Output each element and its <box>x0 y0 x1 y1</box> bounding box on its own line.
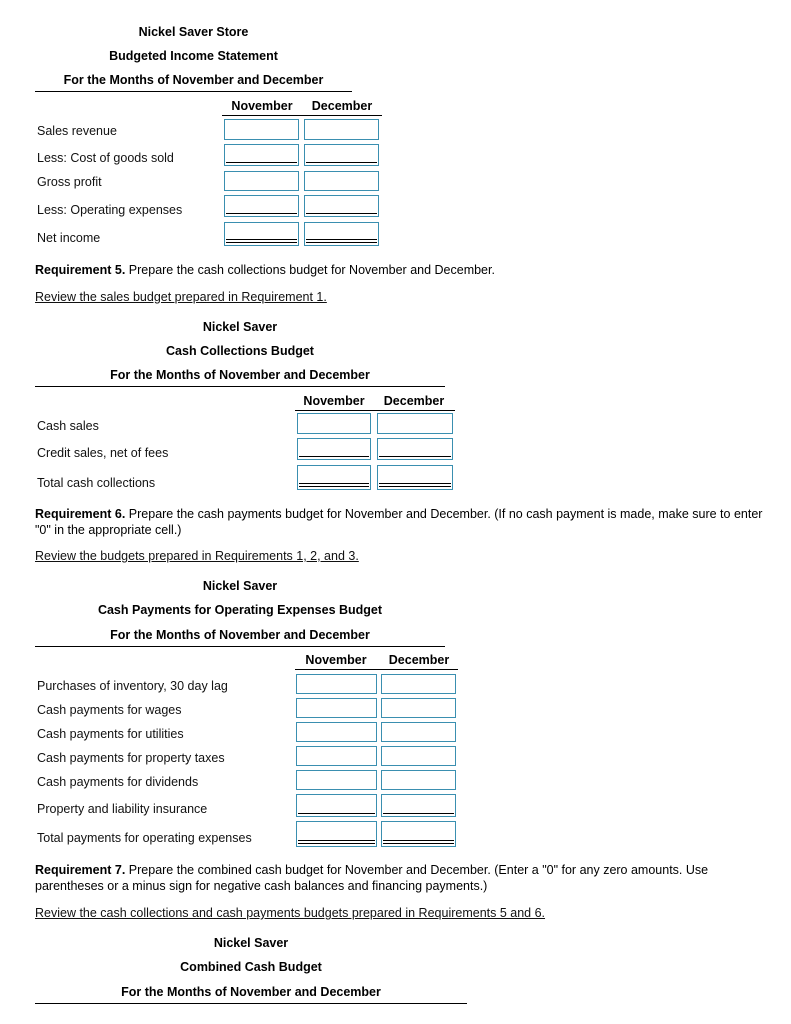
cash-collections-subtitle: Cash Collections Budget <box>166 344 314 358</box>
column-header-underline <box>295 669 458 670</box>
credit-sales-december-input[interactable] <box>377 438 453 460</box>
cash-sales-december-input[interactable] <box>377 413 453 434</box>
income-statement-title: Nickel Saver Store <box>138 25 249 39</box>
review-budgets-link[interactable]: Review the budgets prepared in Requirements 1, 2, and 3. <box>35 549 359 563</box>
sales-revenue-november-input[interactable] <box>224 119 299 140</box>
cash-payments-subtitle: Cash Payments for Operating Expenses Budget <box>97 603 383 617</box>
property-taxes-november-input[interactable] <box>296 746 377 766</box>
utilities-november-input[interactable] <box>296 722 377 742</box>
total-payments-december-input[interactable] <box>381 821 456 847</box>
dividends-december-input[interactable] <box>381 770 456 790</box>
cash-payments-period: For the Months of November and December <box>110 628 370 642</box>
cash-collections-period: For the Months of November and December <box>110 368 370 382</box>
column-header-underline <box>295 410 455 411</box>
row-label-insurance: Property and liability insurance <box>37 802 208 816</box>
property-taxes-december-input[interactable] <box>381 746 456 766</box>
row-label-purchases-of-inventory: Purchases of inventory, 30 day lag <box>37 679 228 693</box>
divider <box>35 646 445 647</box>
combined-budget-title: Nickel Saver <box>213 936 289 950</box>
gross-profit-november-input[interactable] <box>224 171 299 191</box>
review-sales-budget-link[interactable]: Review the sales budget prepared in Requirement 1. <box>35 290 327 304</box>
divider <box>35 1003 467 1004</box>
income-statement-period: For the Months of November and December <box>63 73 324 87</box>
row-label-sales-revenue: Sales revenue <box>37 124 117 138</box>
row-label-property-taxes: Cash payments for property taxes <box>37 751 225 765</box>
purchases-november-input[interactable] <box>296 674 377 694</box>
wages-november-input[interactable] <box>296 698 377 718</box>
column-header-december: December <box>383 394 445 408</box>
row-label-total-cash-collections: Total cash collections <box>37 476 156 490</box>
insurance-december-input[interactable] <box>381 794 456 817</box>
row-label-wages: Cash payments for wages <box>37 703 182 717</box>
dividends-november-input[interactable] <box>296 770 377 790</box>
sales-revenue-december-input[interactable] <box>304 119 379 140</box>
purchases-december-input[interactable] <box>381 674 456 694</box>
cash-sales-november-input[interactable] <box>297 413 371 434</box>
total-collections-november-input[interactable] <box>297 465 371 490</box>
net-income-november-input[interactable] <box>224 222 299 246</box>
combined-budget-subtitle: Combined Cash Budget <box>180 960 322 974</box>
insurance-november-input[interactable] <box>296 794 377 817</box>
column-header-underline <box>222 115 382 116</box>
utilities-december-input[interactable] <box>381 722 456 742</box>
cogs-december-input[interactable] <box>304 144 379 166</box>
row-label-cost-of-goods-sold: Less: Cost of goods sold <box>37 151 174 165</box>
row-label-credit-sales: Credit sales, net of fees <box>37 446 169 460</box>
row-label-cash-sales: Cash sales <box>37 419 99 433</box>
requirement-5-instructions: Requirement 5. Prepare the cash collections budget for November and December. <box>35 263 495 277</box>
row-label-total-payments: Total payments for operating expenses <box>37 831 252 845</box>
column-header-november: November <box>305 653 367 667</box>
row-label-net-income: Net income <box>37 231 101 245</box>
income-statement-subtitle: Budgeted Income Statement <box>109 49 278 63</box>
divider <box>35 91 352 92</box>
operating-expenses-november-input[interactable] <box>224 195 299 217</box>
row-label-gross-profit: Gross profit <box>37 175 102 189</box>
credit-sales-november-input[interactable] <box>297 438 371 460</box>
cogs-november-input[interactable] <box>224 144 299 166</box>
total-collections-december-input[interactable] <box>377 465 453 490</box>
net-income-december-input[interactable] <box>304 222 379 246</box>
row-label-operating-expenses: Less: Operating expenses <box>37 203 183 217</box>
review-collections-payments-link[interactable]: Review the cash collections and cash payments budgets prepared in Requirements 5 and 6. <box>35 906 546 920</box>
row-label-dividends: Cash payments for dividends <box>37 775 199 789</box>
column-header-december: December <box>388 653 450 667</box>
requirement-6-instructions: Requirement 6. Prepare the cash payments budget for November and December. (If no cash payment is made, make sure to enter "0" in the appropriate cell.) <box>35 507 763 537</box>
combined-budget-period: For the Months of November and December <box>121 985 381 999</box>
wages-december-input[interactable] <box>381 698 456 718</box>
cash-collections-title: Nickel Saver <box>202 320 278 334</box>
gross-profit-december-input[interactable] <box>304 171 379 191</box>
column-header-december: December <box>311 99 373 113</box>
divider <box>35 386 445 387</box>
row-label-utilities: Cash payments for utilities <box>37 727 184 741</box>
total-payments-november-input[interactable] <box>296 821 377 847</box>
requirement-7-instructions: Requirement 7. Prepare the combined cash budget for November and December. (Enter a "0" for any zero amounts. Use parentheses or a minus sign for negative cash balances and financing payments.) <box>35 863 709 893</box>
operating-expenses-december-input[interactable] <box>304 195 379 217</box>
cash-payments-title: Nickel Saver <box>202 579 278 593</box>
column-header-november: November <box>231 99 293 113</box>
column-header-november: November <box>303 394 365 408</box>
